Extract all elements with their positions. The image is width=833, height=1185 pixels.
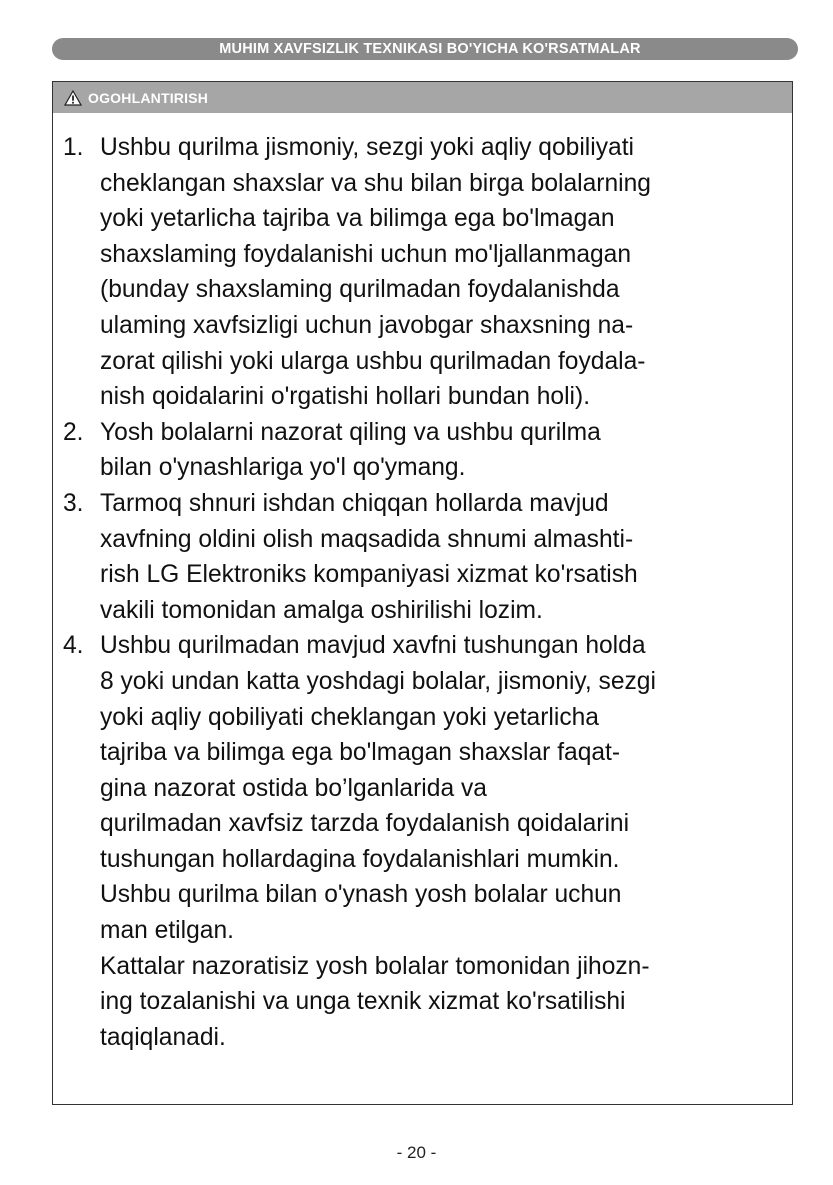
text-line: cheklangan shaxslar va shu bilan birga bolalarning <box>100 169 651 197</box>
text-line: gina nazorat ostida bo’lganlarida va <box>100 774 487 802</box>
text-line: xavfning oldini olish maqsadida shnumi almashti- <box>100 525 634 553</box>
item-text <box>100 130 793 415</box>
warning-header <box>53 82 792 113</box>
item-number: 3. <box>63 489 84 517</box>
text-line: yoki yetarlicha tajriba va bilimga ega bo'lmagan <box>100 205 615 233</box>
text-line: zorat qilishi yoki ularga ushbu qurilmadan foydala- <box>100 347 646 375</box>
text-line: tajriba va bilimga ega bo'lmagan shaxslar faqat- <box>100 739 621 767</box>
text-line: Ushbu qurilmadan mavjud xavfni tushungan holda <box>100 632 646 660</box>
text-line: man etilgan. <box>100 917 234 945</box>
list-item <box>53 628 793 1055</box>
list-item <box>53 130 793 415</box>
text-line: ulaming xavfsizligi uchun javobgar shaxsning na- <box>100 311 634 339</box>
warning-label: OGOHLANTIRISH <box>88 89 209 106</box>
text-line: Ushbu qurilma jismoniy, sezgi yoki aqliy qobiliyati <box>100 134 634 161</box>
text-line: tushungan hollardagina foydalanishlari mumkin. <box>100 845 620 873</box>
text-line: Tarmoq shnuri ishdan chiqqan hollarda mavjud <box>100 489 609 517</box>
text-line: vakili tomonidan amalga oshirilishi lozim. <box>100 596 543 624</box>
warning-triangle-icon <box>64 90 82 106</box>
text-line: yoki aqliy qobiliyati cheklangan yoki yetarlicha <box>100 703 599 731</box>
list-item <box>53 486 793 628</box>
text-line: bilan o'ynashlariga yo'l qo'ymang. <box>100 454 466 482</box>
text-line: Ushbu qurilma bilan o'ynash yosh bolalar uchun <box>100 881 622 909</box>
text-line: rish LG Elektroniks kompaniyasi xizmat ko'rsatish <box>100 561 638 589</box>
warning-list <box>53 130 793 1055</box>
section-title: MUHIM XAVFSIZLIK TEXNIKASI BO'YICHA KO'RSATMALAR <box>219 41 641 57</box>
item-text <box>100 628 793 1055</box>
item-number: 4. <box>63 632 84 660</box>
text-line: 8 yoki undan katta yoshdagi bolalar, jismoniy, sezgi <box>100 667 656 695</box>
text-line: nish qoidalarini o'rgatishi hollari bundan holi). <box>100 383 591 411</box>
warning-box <box>52 81 793 1105</box>
item-text <box>100 415 793 486</box>
list-item <box>53 415 793 486</box>
text-line: ing tozalanishi va unga texnik xizmat ko'rsatilishi <box>100 988 626 1016</box>
text-line: qurilmadan xavfsiz tarzda foydalanish qoidalarini <box>100 810 630 838</box>
text-line: shaxslaming foydalanishi uchun mo'ljallanmagan <box>100 240 632 268</box>
text-line: Yosh bolalarni nazorat qiling va ushbu qurilma <box>100 418 601 446</box>
item-number: 1. <box>63 134 84 161</box>
section-header <box>52 38 798 60</box>
text-line: (bunday shaxslaming qurilmadan foydalanishda <box>100 276 620 304</box>
text-line: Kattalar nazoratisiz yosh bolalar tomonidan jihozn- <box>100 952 650 980</box>
item-text <box>100 486 793 628</box>
page-number: - 20 - <box>396 1143 437 1162</box>
item-number: 2. <box>63 418 84 446</box>
text-line: taqiqlanadi. <box>100 1023 226 1051</box>
